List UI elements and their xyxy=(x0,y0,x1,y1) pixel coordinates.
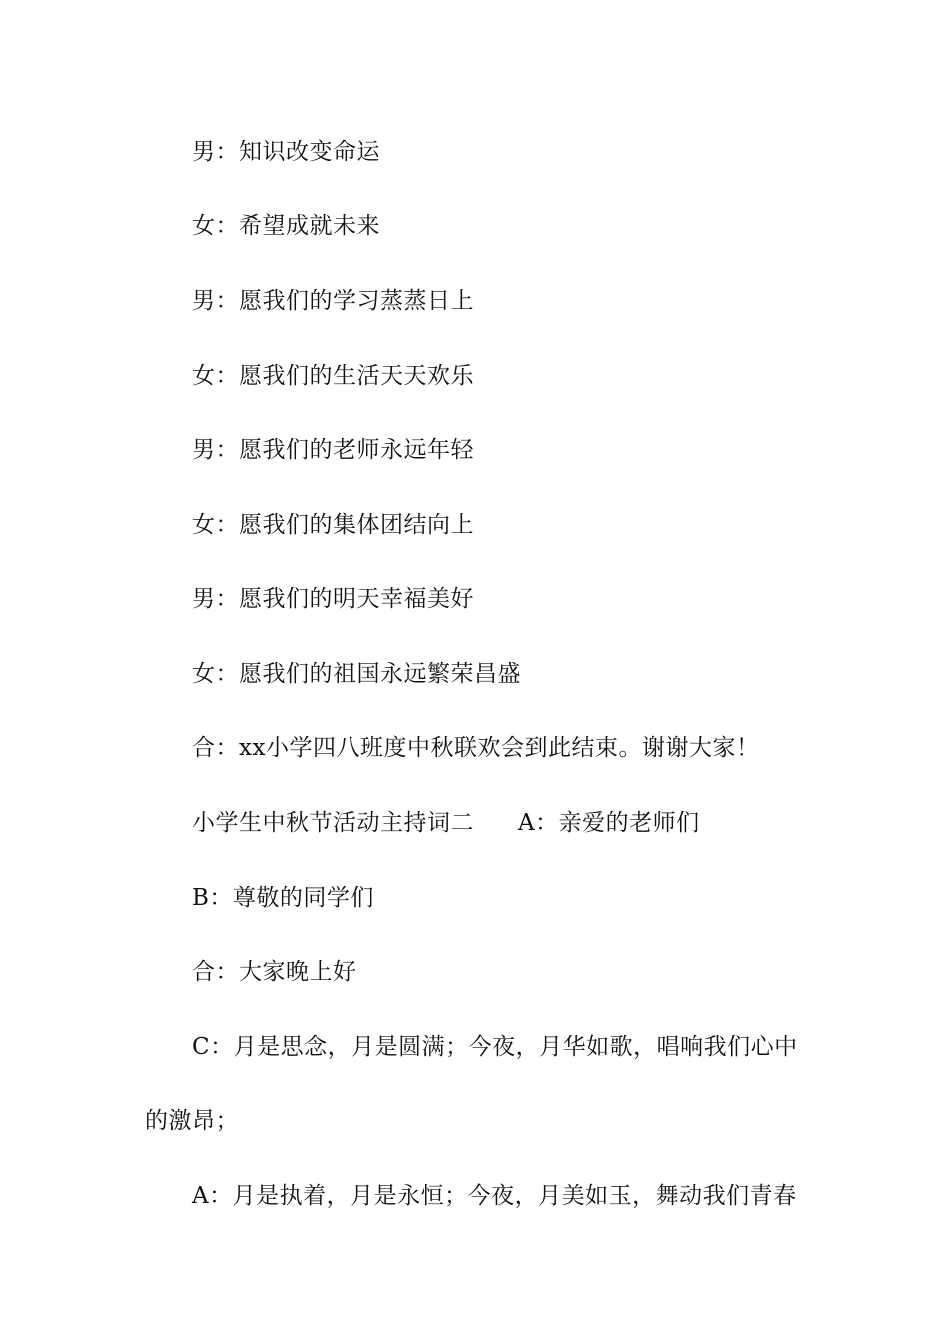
dialogue-line: 女：愿我们的生活天天欢乐 xyxy=(192,363,474,389)
dialogue-line: A：亲爱的老师们 xyxy=(518,810,700,836)
dialogue-line-continuation: 的激昂； xyxy=(145,1108,239,1134)
dialogue-line: 合：大家晚上好 xyxy=(192,959,357,985)
dialogue-line: 合：xx小学四八班度中秋联欢会到此结束。谢谢大家！ xyxy=(192,735,760,761)
dialogue-line: A：月是执着，月是永恒；今夜，月美如玉，舞动我们青春 xyxy=(192,1183,797,1209)
dialogue-line: 女：愿我们的集体团结向上 xyxy=(192,512,474,538)
section-heading-line xyxy=(192,808,872,838)
dialogue-line: 女：希望成就未来 xyxy=(192,213,380,239)
dialogue-line: 男：愿我们的老师永远年轻 xyxy=(192,437,474,463)
dialogue-line: 男：知识改变命运 xyxy=(192,139,380,165)
dialogue-line: 男：愿我们的学习蒸蒸日上 xyxy=(192,288,474,314)
dialogue-line: 女：愿我们的祖国永远繁荣昌盛 xyxy=(192,661,521,687)
dialogue-line: B：尊敬的同学们 xyxy=(192,885,374,911)
dialogue-line: 男：愿我们的明天幸福美好 xyxy=(192,586,474,612)
section-title: 小学生中秋节活动主持词二 xyxy=(192,810,474,836)
dialogue-line: C：月是思念，月是圆满；今夜，月华如歌，唱响我们心中 xyxy=(192,1034,798,1060)
